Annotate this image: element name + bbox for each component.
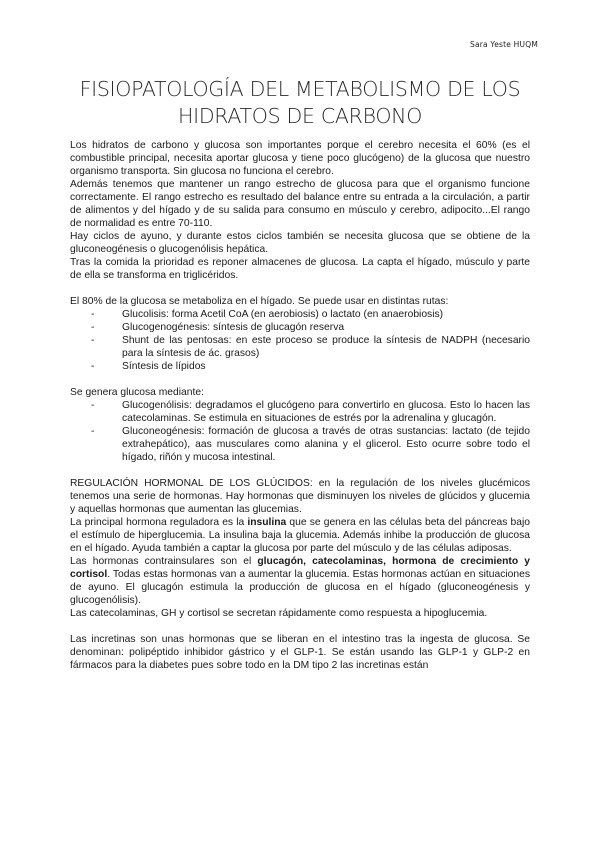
intro-paragraph: Además tenemos que mantener un rango estrecho de glucosa para que el organismo funcione correctamente. El rango estrecho es resultado del balance entre su entrada a la circulación, a partir de alimentos y del hígado y de su salida para consumo en músculo y cerebro, adipocito...El rango de normalidad es entre 70-110.	[70, 179, 530, 229]
intro-paragraph: Hay ciclos de ayuno, y durante estos ciclos también se necesita glucosa que se obtiene de la gluconeogénesis o glucogenólisis hepática.	[70, 231, 530, 255]
text-run: La principal hormona reguladora es la	[70, 517, 248, 528]
list-item: - Glucogenogénesis: síntesis de glucagón reserva	[70, 321, 530, 334]
regulation-paragraph: Las catecolaminas, GH y cortisol se secretan rápidamente como respuesta a hipoglucemia.	[70, 608, 488, 619]
document-body	[70, 139, 530, 672]
generation-lead: Se genera glucosa mediante:	[70, 387, 204, 398]
list-item: - Shunt de las pentosas: en este proceso se produce la síntesis de NADPH (necesario para la síntesis de ác. grasos)	[70, 334, 530, 360]
regulation-paragraph	[70, 516, 530, 555]
page-title: FISIOPATOLOGÍA DEL METABOLISMO DE LOS HIDRATOS DE CARBONO	[79, 77, 521, 128]
list-item: - Síntesis de lípidos	[70, 360, 530, 373]
incretins-paragraph: Las incretinas son unas hormonas que se liberan en el intestino tras la ingesta de glucosa. Se denominan: polipéptido inhibidor gástrico y el GLP-1. Se están usando las GLP-1 y GLP-2 en fármacos para la diabetes pues sobre todo en la DM tipo 2 las incretinas están	[70, 634, 530, 671]
bold-term: glucagón, catecolaminas, hormona de crecimiento y cortisol	[70, 556, 530, 580]
list-item: - Glucogenólisis: degradamos el glucógeno para convertirlo en glucosa. Esto lo hacen las catecolaminas. Se estimula en situaciones de estrés por la adrenalina y glucagón.	[70, 399, 530, 425]
intro-paragraph: Los hidratos de carbono y glucosa son importantes porque el cerebro necesita el 60% (es el combustible principal, necesita aportar glucosa y tiene poco glucógeno) de la glucosa que nuestro organismo transporta. Sin glucosa no funciona el cerebro.	[70, 140, 530, 177]
text-run: Las hormonas contrainsulares son el	[70, 556, 258, 567]
bold-term: insulina	[247, 517, 287, 528]
list-item: - Glucolisis: forma Acetil CoA (en aerobiosis) o lactato (en anaerobiosis)	[70, 308, 530, 321]
regulation-paragraph: REGULACIÓN HORMONAL DE LOS GLÚCIDOS: en la regulación de los niveles glucémicos tenemos una serie de hormonas. Hay hormonas que disminuyen los niveles de glúcidos y glucemia y aquellas hormonas que aumentan las glucemias.	[70, 478, 530, 515]
intro-paragraph: Tras la comida la prioridad es reponer almacenes de glucosa. La capta el hígado, músculo y parte de ella se transforma en triglicéridos.	[70, 257, 530, 281]
author-header: Sara Yeste HUQM	[470, 40, 538, 49]
regulation-paragraph	[70, 555, 530, 607]
text-run: que se genera en las células beta del páncreas bajo el estímulo de hiperglucemia. La insulina baja la glucemia. Además inhibe la producción de glucosa en el hígado. Ayuda también a captar la glucosa por parte del músculo y de las células adiposas.	[70, 517, 530, 554]
metabolism-lead: El 80% de la glucosa se metaboliza en el hígado. Se puede usar en distintas rutas:	[70, 296, 449, 307]
list-item: - Gluconeogénesis: formación de glucosa a través de otras sustancias: lactato (de tejido extrahepático), aas musculares como alanina y el glicerol. Esto ocurre sobre todo el hígado, riñón y mucosa intestinal.	[70, 425, 530, 464]
metabolism-routes-list	[70, 308, 530, 373]
text-run: . Todas estas hormonas van a aumentar la glucemia. Estas hormonas actúan en situaciones de ayuno. El glucagón estimula la producción de glucosa en el hígado (gluconeogénesis y glucogenólisis).	[70, 569, 530, 606]
generation-list	[70, 399, 530, 464]
